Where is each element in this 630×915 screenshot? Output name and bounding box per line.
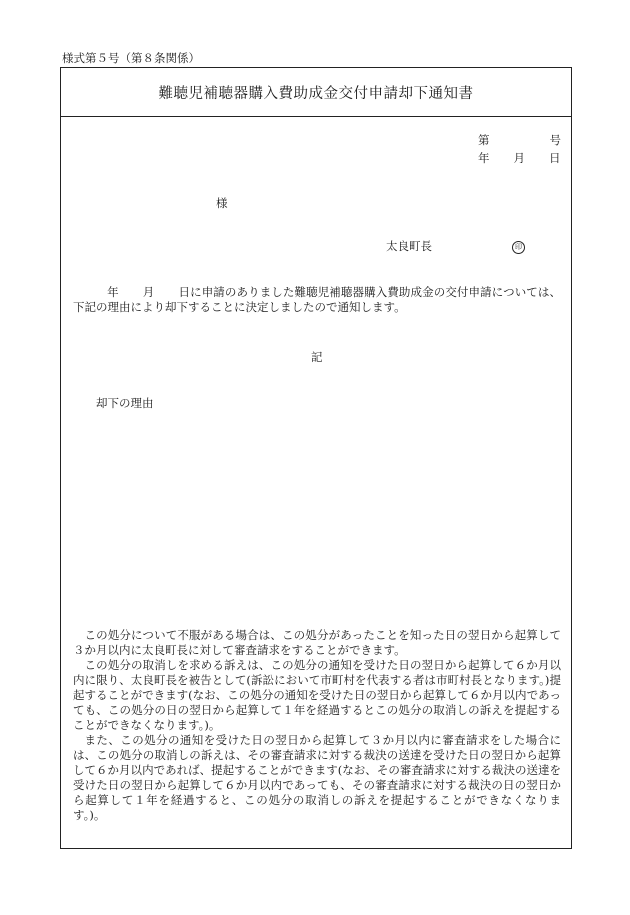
appeal-notes	[73, 628, 561, 823]
body-text: 日に申請のありました難聴児補聴器購入費助成金の交付申請については、下記の理由により却下することに決定しましたので通知します。	[73, 285, 561, 314]
note-paragraph: また、この処分の通知を受けた日の翌日から起算して３か月以内に審査請求をした場合には、この処分の取消しの訴えは、その審査請求に対する裁決の送達を受けた日の翌日から起算して６か月以内であれば、提起することができます(なお、その審査請求に対する裁決の送達を受けた日の翌日から起算して６か月以内であっても、その審査請求に対する裁決の日の翌日から起算して１年を経過すると、この処分の取消しの訴えを提起することができなくなります。)。	[73, 733, 561, 822]
title-row	[61, 68, 571, 117]
doc-number-prefix: 第	[478, 133, 490, 147]
date-month: 月	[513, 151, 525, 165]
issuer	[386, 238, 525, 254]
rejection-reason-label: 却下の理由	[96, 396, 154, 410]
body-year: 年	[107, 285, 119, 299]
document-number	[478, 132, 561, 148]
notice-body	[73, 285, 561, 315]
issue-date	[478, 150, 561, 166]
document-frame	[60, 67, 572, 849]
body-month: 月	[142, 285, 155, 299]
form-number: 様式第５号（第８条関係）	[62, 51, 200, 65]
note-paragraph: この処分について不服がある場合は、この処分があったことを知った日の翌日から起算して３か月以内に太良町長に対して審査請求をすることができます。	[73, 628, 561, 657]
doc-number-suffix: 号	[549, 133, 561, 147]
addressee: 様	[216, 196, 228, 210]
ki-heading: 記	[311, 350, 323, 364]
seal-mark: 印	[512, 241, 525, 254]
date-year: 年	[478, 151, 490, 165]
issuer-name: 太良町長	[386, 239, 432, 253]
note-paragraph: この処分の取消しを求める訴えは、この処分の通知を受けた日の翌日から起算して６か月以内に限り、太良町長を被告として(訴訟において市町村を代表する者は市町村長となります。)提起することができます(なお、この処分の通知を受けた日の翌日から起算して６か月以内であっても、この処分の日の翌日から起算して１年を経過するとこの処分の取消しの訴えを提起することができなくなります。)。	[73, 658, 561, 732]
document-title: 難聴児補聴器購入費助成金交付申請却下通知書	[158, 85, 474, 102]
date-day: 日	[549, 151, 561, 165]
